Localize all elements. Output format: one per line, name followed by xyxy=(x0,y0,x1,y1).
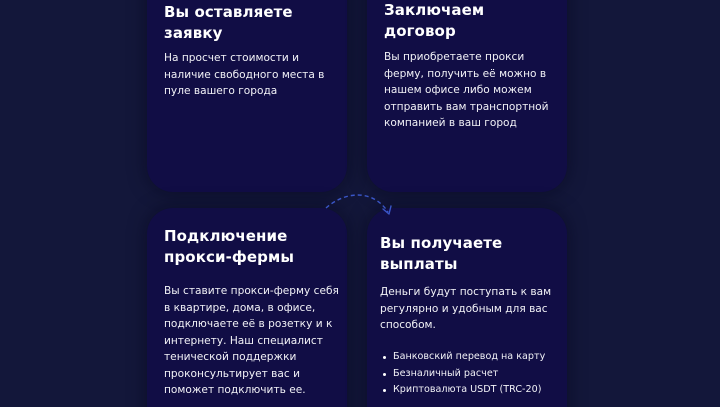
step-card-contract xyxy=(367,0,567,192)
step-description: На просчет стоимости и наличие свободного места в пуле вашего города xyxy=(164,52,325,97)
step-title: Вы оставляете заявку xyxy=(164,3,293,42)
step-card-request xyxy=(147,0,347,192)
payment-method-item: Банковский перевод на карту xyxy=(380,349,565,366)
step-title: Заключаем договор xyxy=(384,1,485,40)
step-title: Вы получаете выплаты xyxy=(380,234,503,273)
step-description: Деньги будут поступать к вам регулярно и удобным для вас способом. xyxy=(380,286,552,331)
step-description: Вы ставите прокси-ферму себя в квартире, дома, в офисе, подключаете её в розетку и к интернету. Наш специалист тенической поддержки проконсультирует вас и поможет подключить ее. xyxy=(164,285,339,396)
dashed-curved-arrow-icon xyxy=(322,190,398,220)
payment-methods-list xyxy=(380,349,565,399)
payment-method-item: Криптовалюта USDT (TRC-20) xyxy=(380,382,565,399)
step-card-payouts xyxy=(367,208,567,407)
payment-method-item: Безналичный расчет xyxy=(380,366,565,383)
step-title: Подключение прокси-фермы xyxy=(164,227,295,266)
step-description: Вы приобретаете прокси ферму, получить её можно в нашем офисе либо можем отправить вам транспортной компанией в ваш город xyxy=(384,51,549,129)
step-card-connection xyxy=(147,208,347,407)
